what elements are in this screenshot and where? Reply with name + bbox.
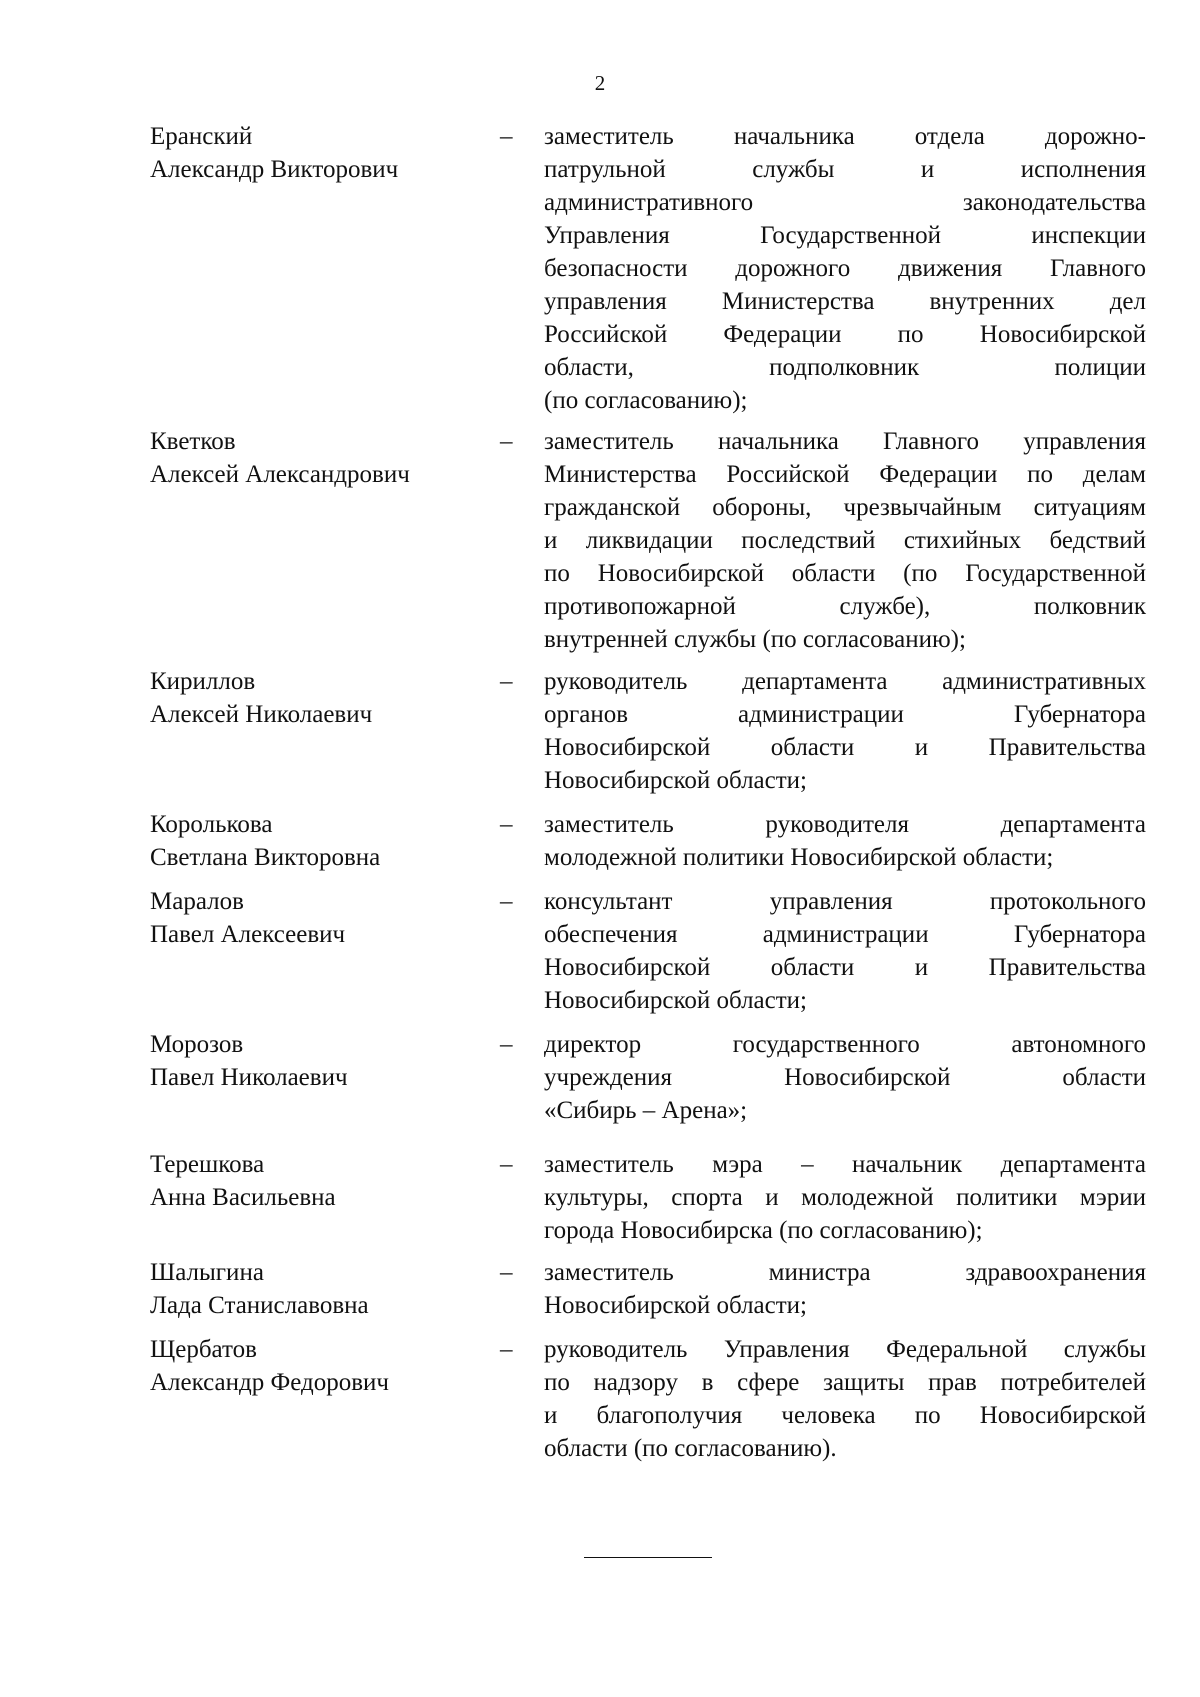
member-surname: Еранский [150,123,253,150]
position-line: противопожарной службе), полковник [544,593,1146,620]
position-line: директор государственного автономного [544,1031,1146,1058]
position-line: «Сибирь – Арена»; [544,1097,748,1124]
member-surname: Морозов [150,1031,244,1058]
member-name [150,885,490,951]
separator-dash: – [500,1259,513,1286]
separator-dash: – [500,1031,513,1058]
position-line: безопасности дорожного движения Главного [544,255,1146,282]
position-line: руководитель департамента административных [544,668,1146,695]
separator-dash: – [500,123,513,150]
member-surname: Кириллов [150,668,256,695]
position-line: города Новосибирска (по согласованию); [544,1217,983,1244]
position-line: заместитель мэра – начальник департамента [544,1151,1146,1178]
member-position [544,1028,1146,1127]
member-given-names: Алексей Александрович [150,461,410,488]
member-position [544,808,1146,874]
position-line: руководитель Управления Федеральной службы [544,1336,1146,1363]
position-line: учреждения Новосибирской области [544,1064,1146,1091]
position-line: культуры, спорта и молодежной политики мэрии [544,1184,1146,1211]
member-position [544,665,1146,797]
position-line: области (по согласованию). [544,1435,837,1462]
separator-dash: – [500,1336,513,1363]
member-name [150,1028,490,1094]
position-line: Министерства Российской Федерации по делам [544,461,1146,488]
position-line: (по согласованию); [544,387,748,414]
separator-dash: – [500,668,513,695]
position-line: Управления Государственной инспекции [544,222,1146,249]
page-number: 2 [594,71,606,95]
position-line: гражданской обороны, чрезвычайным ситуациям [544,494,1146,521]
member-position [544,1333,1146,1465]
member-name [150,665,490,731]
position-line: патрульной службы и исполнения [544,156,1146,183]
position-line: управления Министерства внутренних дел [544,288,1146,315]
position-line: Новосибирской области и Правительства [544,954,1146,981]
position-line: Российской Федерации по Новосибирской [544,321,1146,348]
position-line: Новосибирской области; [544,767,808,794]
position-line: области, подполковник полиции [544,354,1146,381]
position-line: заместитель министра здравоохранения [544,1259,1146,1286]
member-given-names: Павел Алексеевич [150,921,346,948]
member-name [150,1256,490,1322]
member-name [150,120,490,186]
member-surname: Кветков [150,428,236,455]
position-line: обеспечения администрации Губернатора [544,921,1146,948]
member-surname: Шалыгина [150,1259,264,1286]
position-line: заместитель руководителя департамента [544,811,1146,838]
separator-dash: – [500,811,513,838]
member-position [544,1148,1146,1247]
member-surname: Терешкова [150,1151,265,1178]
member-name [150,1333,490,1399]
position-line: консультант управления протокольного [544,888,1146,915]
member-name [150,425,490,491]
member-given-names: Светлана Викторовна [150,844,381,871]
member-name [150,1148,490,1214]
position-line: органов администрации Губернатора [544,701,1146,728]
position-line: молодежной политики Новосибирской области; [544,844,1054,871]
separator-dash: – [500,428,513,455]
member-name [150,808,490,874]
position-line: заместитель начальника Главного управления [544,428,1146,455]
position-line: Новосибирской области; [544,987,808,1014]
separator-dash: – [500,1151,513,1178]
member-given-names: Алексей Николаевич [150,701,373,728]
member-given-names: Лада Станиславовна [150,1292,369,1319]
member-surname: Королькова [150,811,273,838]
position-line: и благополучия человека по Новосибирской [544,1402,1146,1429]
position-line: внутренней службы (по согласованию); [544,626,966,653]
member-given-names: Анна Васильевна [150,1184,336,1211]
position-line: Новосибирской области; [544,1292,808,1319]
closing-rule [584,1557,712,1558]
separator-dash: – [500,888,513,915]
member-surname: Щербатов [150,1336,257,1363]
position-line: Новосибирской области и Правительства [544,734,1146,761]
position-line: и ликвидации последствий стихийных бедствий [544,527,1146,554]
member-surname: Маралов [150,888,244,915]
member-position [544,885,1146,1017]
position-line: административного законодательства [544,189,1146,216]
position-line: по Новосибирской области (по Государственной [544,560,1146,587]
member-position [544,425,1146,656]
position-line: заместитель начальника отдела дорожно- [544,123,1146,150]
member-position [544,120,1146,417]
member-given-names: Александр Федорович [150,1369,389,1396]
member-given-names: Александр Викторович [150,156,399,183]
member-given-names: Павел Николаевич [150,1064,348,1091]
member-position [544,1256,1146,1322]
position-line: по надзору в сфере защиты прав потребителей [544,1369,1146,1396]
